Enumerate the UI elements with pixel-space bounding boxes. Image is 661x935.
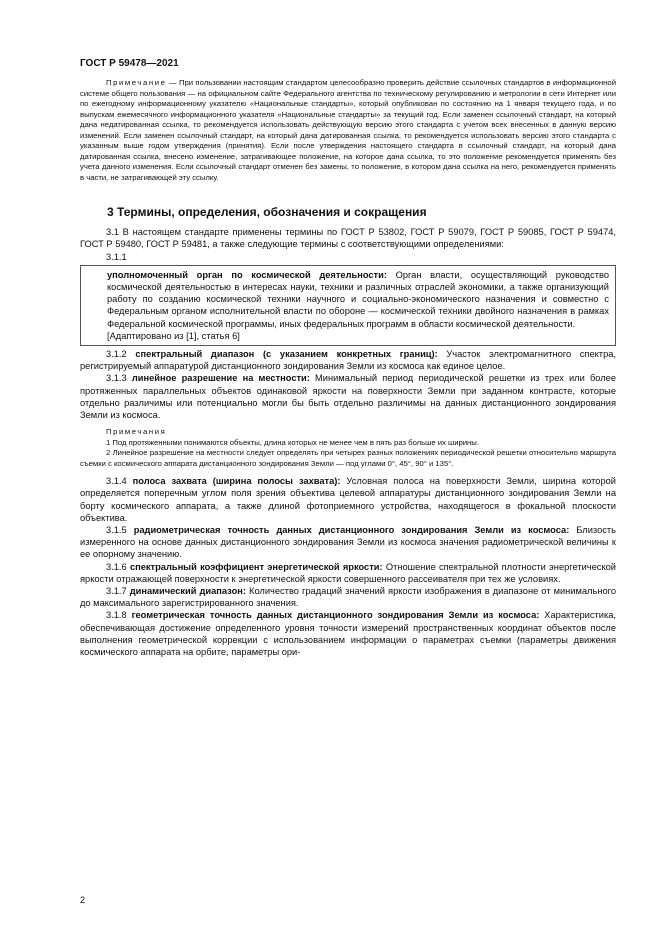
term-3-1-4-number: 3.1.4 bbox=[106, 476, 127, 487]
term-3-1-7-term: динамический диапазон: bbox=[129, 586, 246, 597]
term-3-1-4 bbox=[80, 475, 616, 524]
note-label: Примечание bbox=[106, 78, 167, 87]
term-3-1-8-number: 3.1.8 bbox=[106, 610, 127, 621]
term-3-1-2-text: Участок электромагнитного спектра, регистрируемый аппаратурой дистанционного зондирования Земли из космоса как единое целое. bbox=[80, 349, 616, 372]
standard-header: ГОСТ Р 59478—2021 bbox=[80, 58, 179, 69]
term-3-1-8-term: геометрическая точность данных дистанционного зондирования Земли из космоса: bbox=[131, 610, 540, 621]
term-3-1-3 bbox=[80, 372, 616, 421]
term-3-1-8 bbox=[80, 609, 616, 658]
page-number: 2 bbox=[80, 895, 86, 905]
top-note bbox=[80, 78, 616, 183]
term-3-1-7-number: 3.1.7 bbox=[106, 586, 127, 597]
term-3-1-6-text: Отношение спектральной плотности энергетической яркости отражающей поверхности к энергетической яркости совершенного рассеивателя при тех же условиях. bbox=[80, 561, 616, 584]
term-3-1-1-box bbox=[80, 265, 616, 346]
term-3-1-4-text: Условная полоса на поверхности Земли, ширина которой определяется поперечным углом поля зрения объектива целевой аппаратуры дистанционного зондирования Земли на борту космического аппарата, а также длиной фотоприемного устройства, находящегося в фокальной плоскости объектива. bbox=[80, 476, 616, 523]
term-3-1-2 bbox=[80, 348, 616, 372]
term-3-1-7 bbox=[80, 585, 616, 609]
term-3-1-1 bbox=[107, 269, 609, 330]
term-3-1-2-number: 3.1.2 bbox=[106, 349, 127, 360]
term-3-1-8-text: Характеристика, обеспечивающая достижение определенного уровня точности измерений пространственных координат объектов после выполнения геометрической коррекции с использованием информации о параметрах съемки (параметры движения космического аппарата на орбите, параметры ори- bbox=[80, 610, 616, 658]
page-content bbox=[80, 78, 616, 658]
term-3-1-5 bbox=[80, 524, 616, 561]
note-item: 2 Линейное разрешение на местности следует определять при четырех разных положениях периодической решетки относительно маршрута съемки с космического аппарата дистанционного зондирования Земли — под углами 0°, 45°, 90° и 135°. bbox=[80, 448, 616, 468]
section-title: 3 Термины, определения, обозначения и сокращения bbox=[107, 205, 427, 219]
term-3-1-3-term: линейное разрешение на местности: bbox=[131, 373, 310, 384]
term-3-1-7-text: Количество градаций значений яркости изображения в диапазоне от минимального до максимального зарегистрированного значения. bbox=[80, 586, 616, 609]
term-3-1-5-text: Близость измеренного на основе данных дистанционного зондирования Земли из космоса значения радиометрической величины к ее опорному значению. bbox=[80, 525, 616, 560]
term-3-1-6 bbox=[80, 561, 616, 585]
note-text: — При пользовании настоящим стандартом целесообразно проверить действие ссылочных стандартов в информационной системе общего пользования — на официальном сайте Федерального агентства по техническому регулированию и метрологии в сети Интернет или по ежегодному информационному указателю «Национальные стандарты», который опубликован по состоянию на 1 января текущего года, и по выпускам ежемесячного информационного указателя «Национальные стандарты» за текущий год. Если заменен ссылочный стандарт, на который дана недатированная ссылка, то рекомендуется использовать действующую версию этого стандарта с учетом всех внесенных в данную версию изменений. Если заменен ссылочный стандарт, на который дана датированная ссылка, то рекомендуется использовать версию этого стандарта с указанным выше годом утверждения (принятия). Если после утверждения настоящего стандарта в ссылочный стандарт, на который дана датированная ссылка, внесено изменение, затрагивающее положение, на которое дана ссылка, то это положение рекомендуется применять без учета данного изменения. Если ссылочный стандарт отменен без замены, то положение, в котором дана ссылка на него, рекомендуется применять в части, не затрагивающей эту ссылку. bbox=[80, 78, 616, 182]
term-3-1-1-text: Орган власти, осуществляющий руководство космической деятельностью в интересах науки, техники и различных отраслей экономики, а также организующий работу по созданию космической техники научного и социально-экономического назначения и совместно с Федеральным органом исполнительной власти по обороне — космической техники двойного назначения в рамках Федеральной космической программы, иных федеральных программ в области космической деятельности. bbox=[107, 269, 609, 329]
term-3-1-3-number: 3.1.3 bbox=[106, 373, 127, 384]
term-3-1-1-number: 3.1.1 bbox=[106, 251, 127, 262]
term-3-1-1-term: уполномоченный орган по космической деятельности: bbox=[107, 269, 387, 280]
term-3-1-6-term: спектральный коэффициент энергетической яркости: bbox=[129, 561, 383, 572]
notes-3-1-3 bbox=[80, 427, 616, 469]
term-3-1-1-source: [Адаптировано из [1], статья 6] bbox=[107, 330, 240, 341]
note-item: 1 Под протяженными понимаются объекты, длина которых не менее чем в пять раз больше их ширины. bbox=[106, 437, 479, 447]
term-3-1-5-number: 3.1.5 bbox=[106, 525, 127, 536]
paragraph-3-1: 3.1 В настоящем стандарте применены термины по ГОСТ Р 53802, ГОСТ Р 59079, ГОСТ Р 59085, ГОСТ Р 59474, ГОСТ Р 59480, ГОСТ Р 59481, а также следующие термины с соответствующими определениями: bbox=[80, 227, 616, 250]
term-3-1-2-term: спектральный диапазон (с указанием конкретных границ): bbox=[135, 349, 438, 360]
term-3-1-3-text: Минимальный период периодической решетки из трех или более протяженных параллельных объектов одинаковой яркости на поверхности Земли при заданном контрасте, которые отдельно различимы или потенциально могли бы быть отдельно различимы на данных дистанционного зондирования Земли из космоса. bbox=[80, 373, 616, 421]
term-3-1-6-number: 3.1.6 bbox=[106, 561, 127, 572]
term-3-1-4-term: полоса захвата (ширина полосы захвата): bbox=[132, 476, 341, 487]
notes-label: Примечания bbox=[106, 427, 167, 437]
term-3-1-5-term: радиометрическая точность данных дистанционного зондирования Земли из космоса: bbox=[133, 525, 570, 536]
